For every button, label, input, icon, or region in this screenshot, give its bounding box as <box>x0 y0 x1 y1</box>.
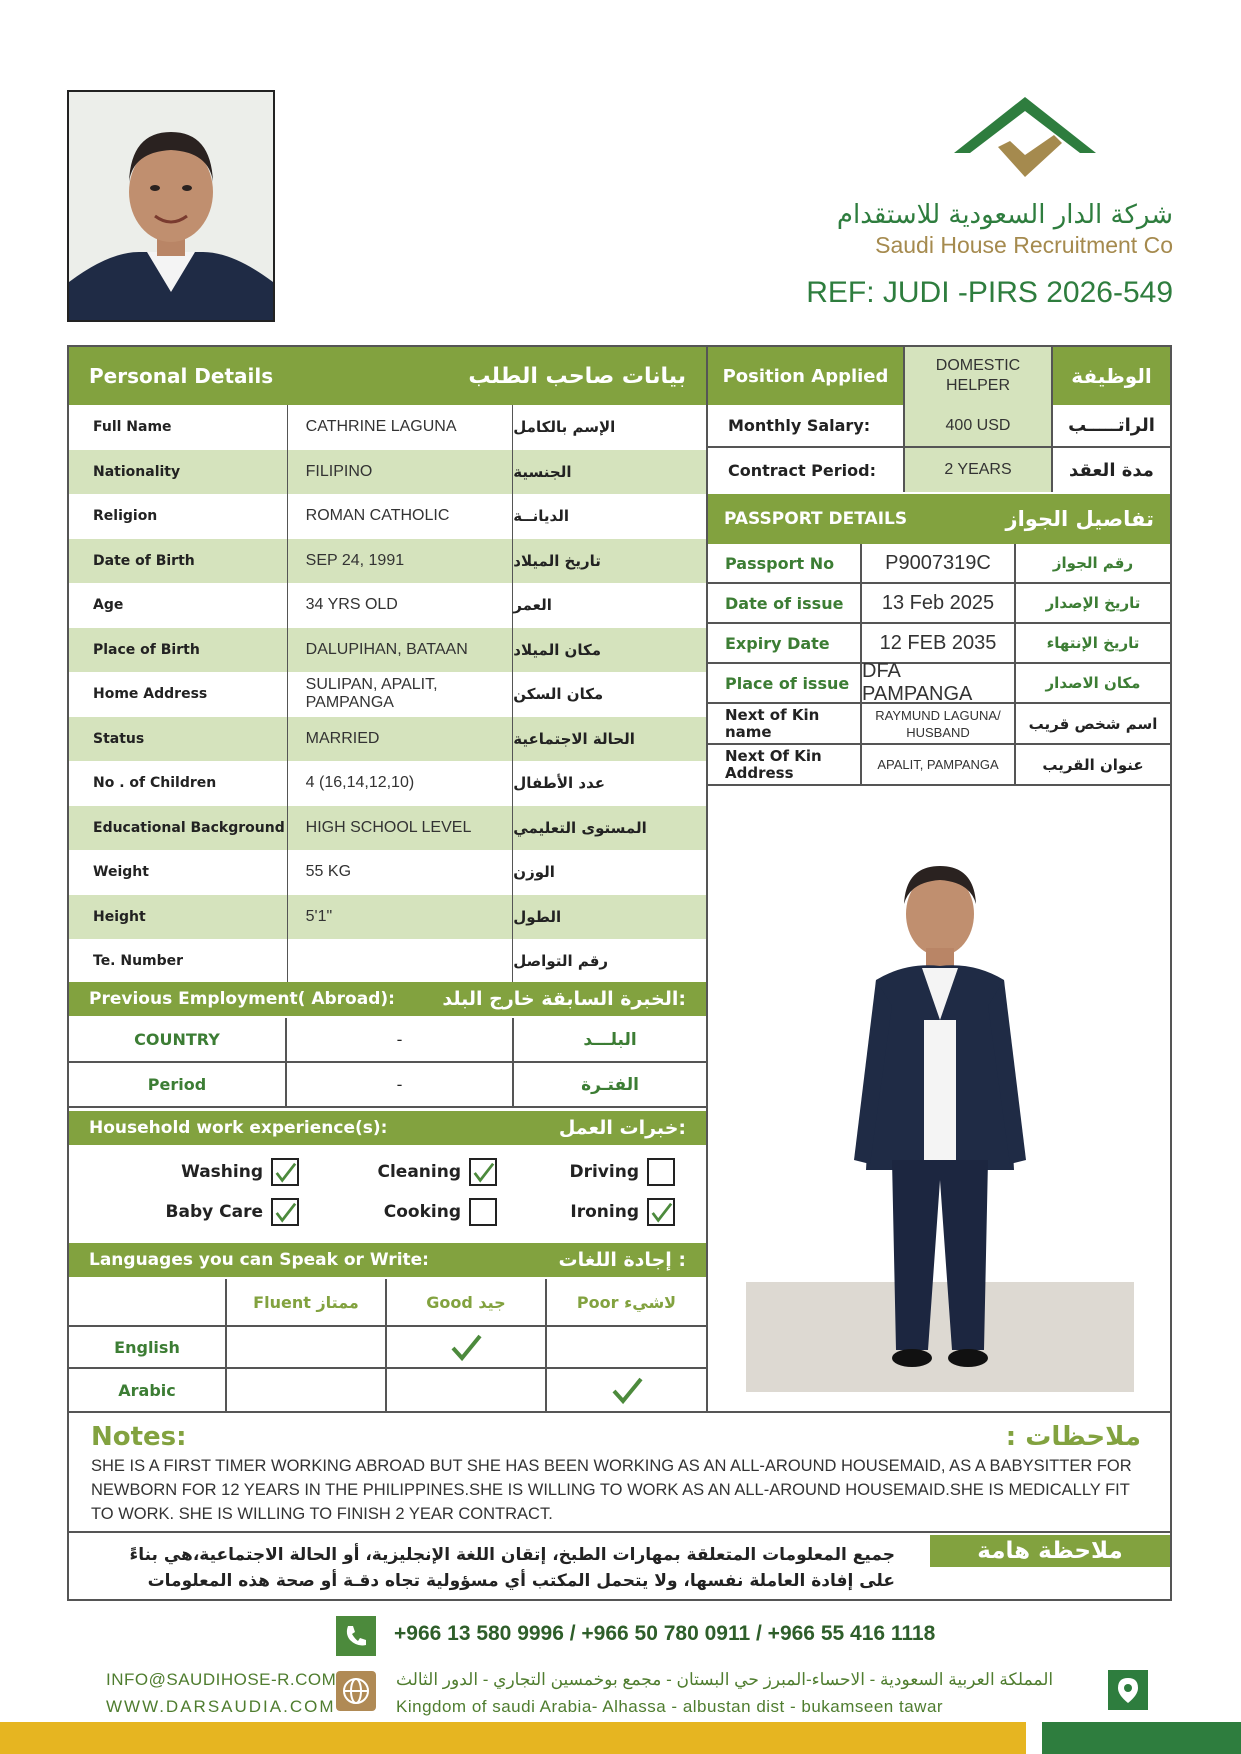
position-applied-row <box>708 347 1170 405</box>
personal-row-label-arabic: الوزن <box>513 863 555 882</box>
notes-top-divider <box>67 1411 1172 1413</box>
footer-green-bar <box>1042 1722 1241 1754</box>
passport-row <box>708 544 1170 584</box>
personal-row <box>69 806 706 851</box>
personal-row <box>69 672 706 717</box>
previous-employment-label-arabic: البلـــد <box>583 1029 637 1050</box>
personal-row-label: No . of Children <box>93 775 217 792</box>
passport-row-label-arabic: رقم الجواز <box>1052 554 1134 572</box>
household-work-label: Ironing <box>570 1202 639 1222</box>
personal-row-label: Nationality <box>93 463 181 480</box>
personal-row-label: Status <box>93 730 145 747</box>
personal-row-value: 55 KG <box>287 850 514 895</box>
personal-row <box>69 717 706 762</box>
personal-row-label-arabic: الحالة الاجتماعية <box>513 729 635 748</box>
personal-row-label-arabic: الإسم بالكامل <box>513 418 616 437</box>
personal-row-value: 5'1" <box>287 895 514 940</box>
household-work-checkbox[interactable] <box>271 1158 299 1186</box>
household-work-checkbox[interactable] <box>647 1158 675 1186</box>
important-note-badge: ملاحظة هامة <box>930 1535 1170 1567</box>
personal-row-value: SULIPAN, APALIT, PAMPANGA <box>287 672 514 717</box>
household-work-label: Washing <box>181 1162 263 1182</box>
passport-row <box>708 660 1170 705</box>
monthly-salary-value: 400 USD <box>903 405 1053 446</box>
personal-row-value: 34 YRS OLD <box>287 583 514 628</box>
personal-row-label-arabic: الجنسية <box>513 462 572 481</box>
languages-header-row <box>69 1279 706 1327</box>
contract-period-label: Contract Period: <box>728 460 876 480</box>
passport-row-value: 12 FEB 2035 <box>862 624 1016 662</box>
household-work-checkbox[interactable] <box>271 1198 299 1226</box>
personal-details-header <box>69 347 706 405</box>
previous-employment-title: Previous Employment( Abroad): <box>89 989 395 1009</box>
household-work-checklist <box>69 1150 706 1240</box>
personal-row <box>69 450 706 495</box>
languages-corner-cell <box>69 1279 227 1325</box>
passport-row-value: 13 Feb 2025 <box>862 584 1016 622</box>
personal-row-label-arabic: الديانــة <box>513 507 569 526</box>
personal-row-label-arabic: تاريخ الميلاد <box>513 551 601 570</box>
previous-employment-value: - <box>287 1018 514 1061</box>
checkmark-icon <box>273 1199 297 1225</box>
contract-period-row <box>708 448 1170 492</box>
household-work-item <box>347 1158 497 1186</box>
passport-details-table <box>708 544 1170 786</box>
next-of-kin-name-label: Next of Kin name <box>708 704 862 743</box>
previous-employment-title-arabic: الخبرة السابقة خارج البلد: <box>442 988 686 1010</box>
language-name: Arabic <box>69 1369 227 1411</box>
passport-row <box>708 624 1170 664</box>
phone-numbers[interactable]: +966 13 580 9996 / +966 50 780 0911 / +966 55 416 1118 <box>394 1622 936 1645</box>
household-work-checkbox[interactable] <box>469 1158 497 1186</box>
passport-row-label-arabic: تاريخ الإصدار <box>1045 594 1141 612</box>
household-work-title: Household work experience(s): <box>89 1118 388 1138</box>
checkmark-icon <box>471 1159 495 1185</box>
personal-row-value: MARRIED <box>287 717 514 762</box>
address-arabic: المملكة العربية السعودية - الاحساء-المبرز حي البستان - مجمع بوخمسين التجاري - الدور الثالث <box>396 1670 1054 1689</box>
previous-employment-value: - <box>287 1063 514 1106</box>
passport-row-label-arabic: مكان الاصدار <box>1045 674 1141 692</box>
monthly-salary-row <box>708 405 1170 448</box>
household-work-label: Driving <box>569 1162 639 1182</box>
household-work-label: Cleaning <box>377 1162 461 1182</box>
next-of-kin-address-value: APALIT, PAMPANGA <box>862 745 1016 784</box>
checkmark-icon <box>273 1159 297 1185</box>
monthly-salary-label-arabic: الراتـــــب <box>1068 415 1155 436</box>
previous-employment-row <box>69 1063 706 1108</box>
language-level-cell[interactable] <box>227 1369 387 1411</box>
household-work-item <box>525 1198 675 1226</box>
personal-row-label-arabic: رقم التواصل <box>513 952 609 971</box>
address-english: Kingdom of saudi Arabia- Alhassa - albustan dist - bukamseen tawar <box>396 1697 944 1716</box>
personal-details-title-arabic: بيانات صاحب الطلب <box>468 363 686 389</box>
personal-row-label-arabic: مكان الميلاد <box>513 640 602 659</box>
personal-row-label: Age <box>93 597 124 614</box>
languages-level-header: Poor لاشيء <box>576 1292 677 1312</box>
language-level-cell[interactable] <box>387 1327 547 1367</box>
important-note-line-2: على إفادة العاملة نفسها، ولا يتحمل المكتب أي مسؤولية تجاه دقـة أو صحة هذه المعلومات <box>147 1571 895 1591</box>
personal-row-label-arabic: المستوى التعليمي <box>513 818 647 837</box>
personal-row-value: HIGH SCHOOL LEVEL <box>287 806 514 851</box>
household-work-item <box>525 1158 675 1186</box>
passport-row-label: Place of issue <box>708 664 862 702</box>
position-applied-value: DOMESTIC HELPER <box>903 347 1053 405</box>
household-work-header <box>69 1111 706 1145</box>
next-of-kin-address-row <box>708 745 1170 786</box>
personal-row-value: 4 (16,14,12,10) <box>287 761 514 806</box>
languages-header <box>69 1243 706 1277</box>
languages-title-arabic: إجادة اللغات : <box>558 1249 686 1271</box>
personal-row-label-arabic: الطول <box>513 907 562 926</box>
previous-employment-label-arabic: الفتـرة <box>581 1074 639 1095</box>
notes-bottom-divider <box>67 1531 1172 1533</box>
passport-row-label: Passport No <box>708 544 862 582</box>
personal-row <box>69 405 706 450</box>
previous-employment-label: COUNTRY <box>69 1018 287 1061</box>
personal-row-value: SEP 24, 1991 <box>287 539 514 584</box>
personal-row-value <box>287 939 514 984</box>
household-work-label: Baby Care <box>165 1202 263 1222</box>
household-work-label: Cooking <box>383 1202 461 1222</box>
previous-employment-label: Period <box>69 1063 287 1106</box>
household-work-checkbox[interactable] <box>469 1198 497 1226</box>
personal-row-label-arabic: عدد الأطفال <box>513 774 606 793</box>
passport-details-title: PASSPORT DETAILS <box>724 509 908 529</box>
personal-row-label: Height <box>93 908 146 925</box>
passport-details-header <box>708 494 1170 544</box>
passport-row-label: Expiry Date <box>708 624 862 662</box>
personal-row-label: Home Address <box>93 686 208 703</box>
checkmark-icon <box>449 1332 483 1362</box>
position-applied-label-arabic: الوظيفة <box>1071 364 1152 388</box>
language-level-cell[interactable] <box>547 1369 706 1411</box>
company-logo <box>950 95 1100 185</box>
personal-row-label: Place of Birth <box>93 641 200 658</box>
personal-row-value: ROMAN CATHOLIC <box>287 494 514 539</box>
language-level-cell[interactable] <box>547 1327 706 1367</box>
personal-row-label: Date of Birth <box>93 552 195 569</box>
personal-row <box>69 939 706 984</box>
company-name-english: Saudi House Recruitment Co <box>875 232 1173 258</box>
language-name: English <box>69 1327 227 1367</box>
applicant-full-body-photo <box>746 830 1134 1392</box>
passport-row-value: DFA PAMPANGA <box>862 664 1016 702</box>
footer-gold-bar <box>0 1722 1026 1754</box>
household-work-title-arabic: خبرات العمل: <box>558 1117 686 1139</box>
personal-row-label: Educational Background <box>93 819 285 836</box>
notes-title-arabic: ملاحظات : <box>1005 1422 1141 1452</box>
next-of-kin-address-label-arabic: عنوان القريب <box>1042 755 1144 774</box>
household-work-item <box>149 1198 299 1226</box>
personal-row-value: FILIPINO <box>287 450 514 495</box>
languages-level-header: Fluent ممتاز <box>227 1279 387 1325</box>
contract-period-label-arabic: مدة العقد <box>1069 459 1154 481</box>
personal-row-label-arabic: مكان السكن <box>513 685 604 704</box>
languages-level-header: Good جيد <box>387 1279 547 1325</box>
previous-employment-header <box>69 982 706 1016</box>
passport-row-label: Date of issue <box>708 584 862 622</box>
contact-email[interactable]: INFO@SAUDIHOSE-R.COM <box>106 1670 337 1689</box>
contract-period-value: 2 YEARS <box>903 448 1053 492</box>
checkmark-icon <box>649 1199 673 1225</box>
company-name-arabic: شركة الدار السعودية للاستقدام <box>836 200 1173 230</box>
next-of-kin-name-label-arabic: اسم شخص قريب <box>1028 714 1158 733</box>
previous-employment-row <box>69 1018 706 1063</box>
passport-row-label-arabic: تاريخ الإنتهاء <box>1046 634 1140 652</box>
checkmark-icon <box>610 1375 644 1405</box>
passport-details-title-arabic: تفاصيل الجواز <box>1005 507 1154 531</box>
personal-row-value: CATHRINE LAGUNA <box>287 405 514 450</box>
personal-row <box>69 895 706 940</box>
personal-details-table <box>69 405 706 984</box>
notes-text: SHE IS A FIRST TIMER WORKING ABROAD BUT SHE HAS BEEN WORKING AS AN ALL-AROUND HOUSEMAID, AS A BABYSITTER FOR NEWBORN FOR 12 YEARS IN THE PHILIPPINES.SHE IS WILLING TO WORK AS AN ALL-AROUND HOUSEMAID.SHE IS MEDICALLY FIT TO WORK. SHE IS WILLING TO FINISH 2 YEAR CONTRACT. <box>91 1457 1132 1523</box>
language-level-cell[interactable] <box>387 1369 547 1411</box>
languages-row <box>69 1369 706 1411</box>
languages-title: Languages you can Speak or Write: <box>89 1250 429 1270</box>
personal-row <box>69 628 706 673</box>
important-note-line-1: جميع المعلومات المتعلقة بمهارات الطبخ، إتقان اللغة الإنجليزية، أو الحالة الاجتماعية،هي بناءً <box>129 1545 895 1565</box>
languages-table <box>69 1279 706 1411</box>
personal-row-label-arabic: العمر <box>513 596 552 615</box>
personal-details-title: Personal Details <box>89 364 274 388</box>
personal-row <box>69 850 706 895</box>
household-work-checkbox[interactable] <box>647 1198 675 1226</box>
reference-number: REF: JUDI -PIRS 2026-549 <box>806 276 1173 309</box>
personal-row-label: Te. Number <box>93 953 184 970</box>
personal-row-label: Full Name <box>93 419 172 436</box>
personal-row <box>69 494 706 539</box>
next-of-kin-name-value: RAYMUND LAGUNA/ HUSBAND <box>862 704 1016 743</box>
personal-row <box>69 583 706 628</box>
personal-row <box>69 539 706 584</box>
personal-row-label: Weight <box>93 864 149 881</box>
passport-row <box>708 584 1170 624</box>
passport-row-value: P9007319C <box>862 544 1016 582</box>
position-applied-label: Position Applied <box>722 365 889 387</box>
household-work-item <box>149 1158 299 1186</box>
next-of-kin-address-label: Next Of Kin Address <box>708 745 862 784</box>
previous-employment-table <box>69 1018 706 1108</box>
applicant-portrait-photo <box>67 90 275 322</box>
personal-row-value: DALUPIHAN, BATAAN <box>287 628 514 673</box>
personal-row-label: Religion <box>93 508 158 525</box>
languages-row <box>69 1327 706 1369</box>
important-note-text <box>95 1542 895 1594</box>
next-of-kin-name-row <box>708 704 1170 745</box>
contact-website[interactable]: WWW.DARSAUDIA.COM <box>106 1697 336 1716</box>
personal-row <box>69 761 706 806</box>
household-work-item <box>347 1198 497 1226</box>
language-level-cell[interactable] <box>227 1327 387 1367</box>
globe-icon <box>336 1671 376 1711</box>
location-pin-icon <box>1108 1670 1148 1710</box>
phone-icon <box>336 1616 376 1656</box>
notes-title: Notes: <box>91 1422 187 1452</box>
monthly-salary-label: Monthly Salary: <box>728 416 871 435</box>
